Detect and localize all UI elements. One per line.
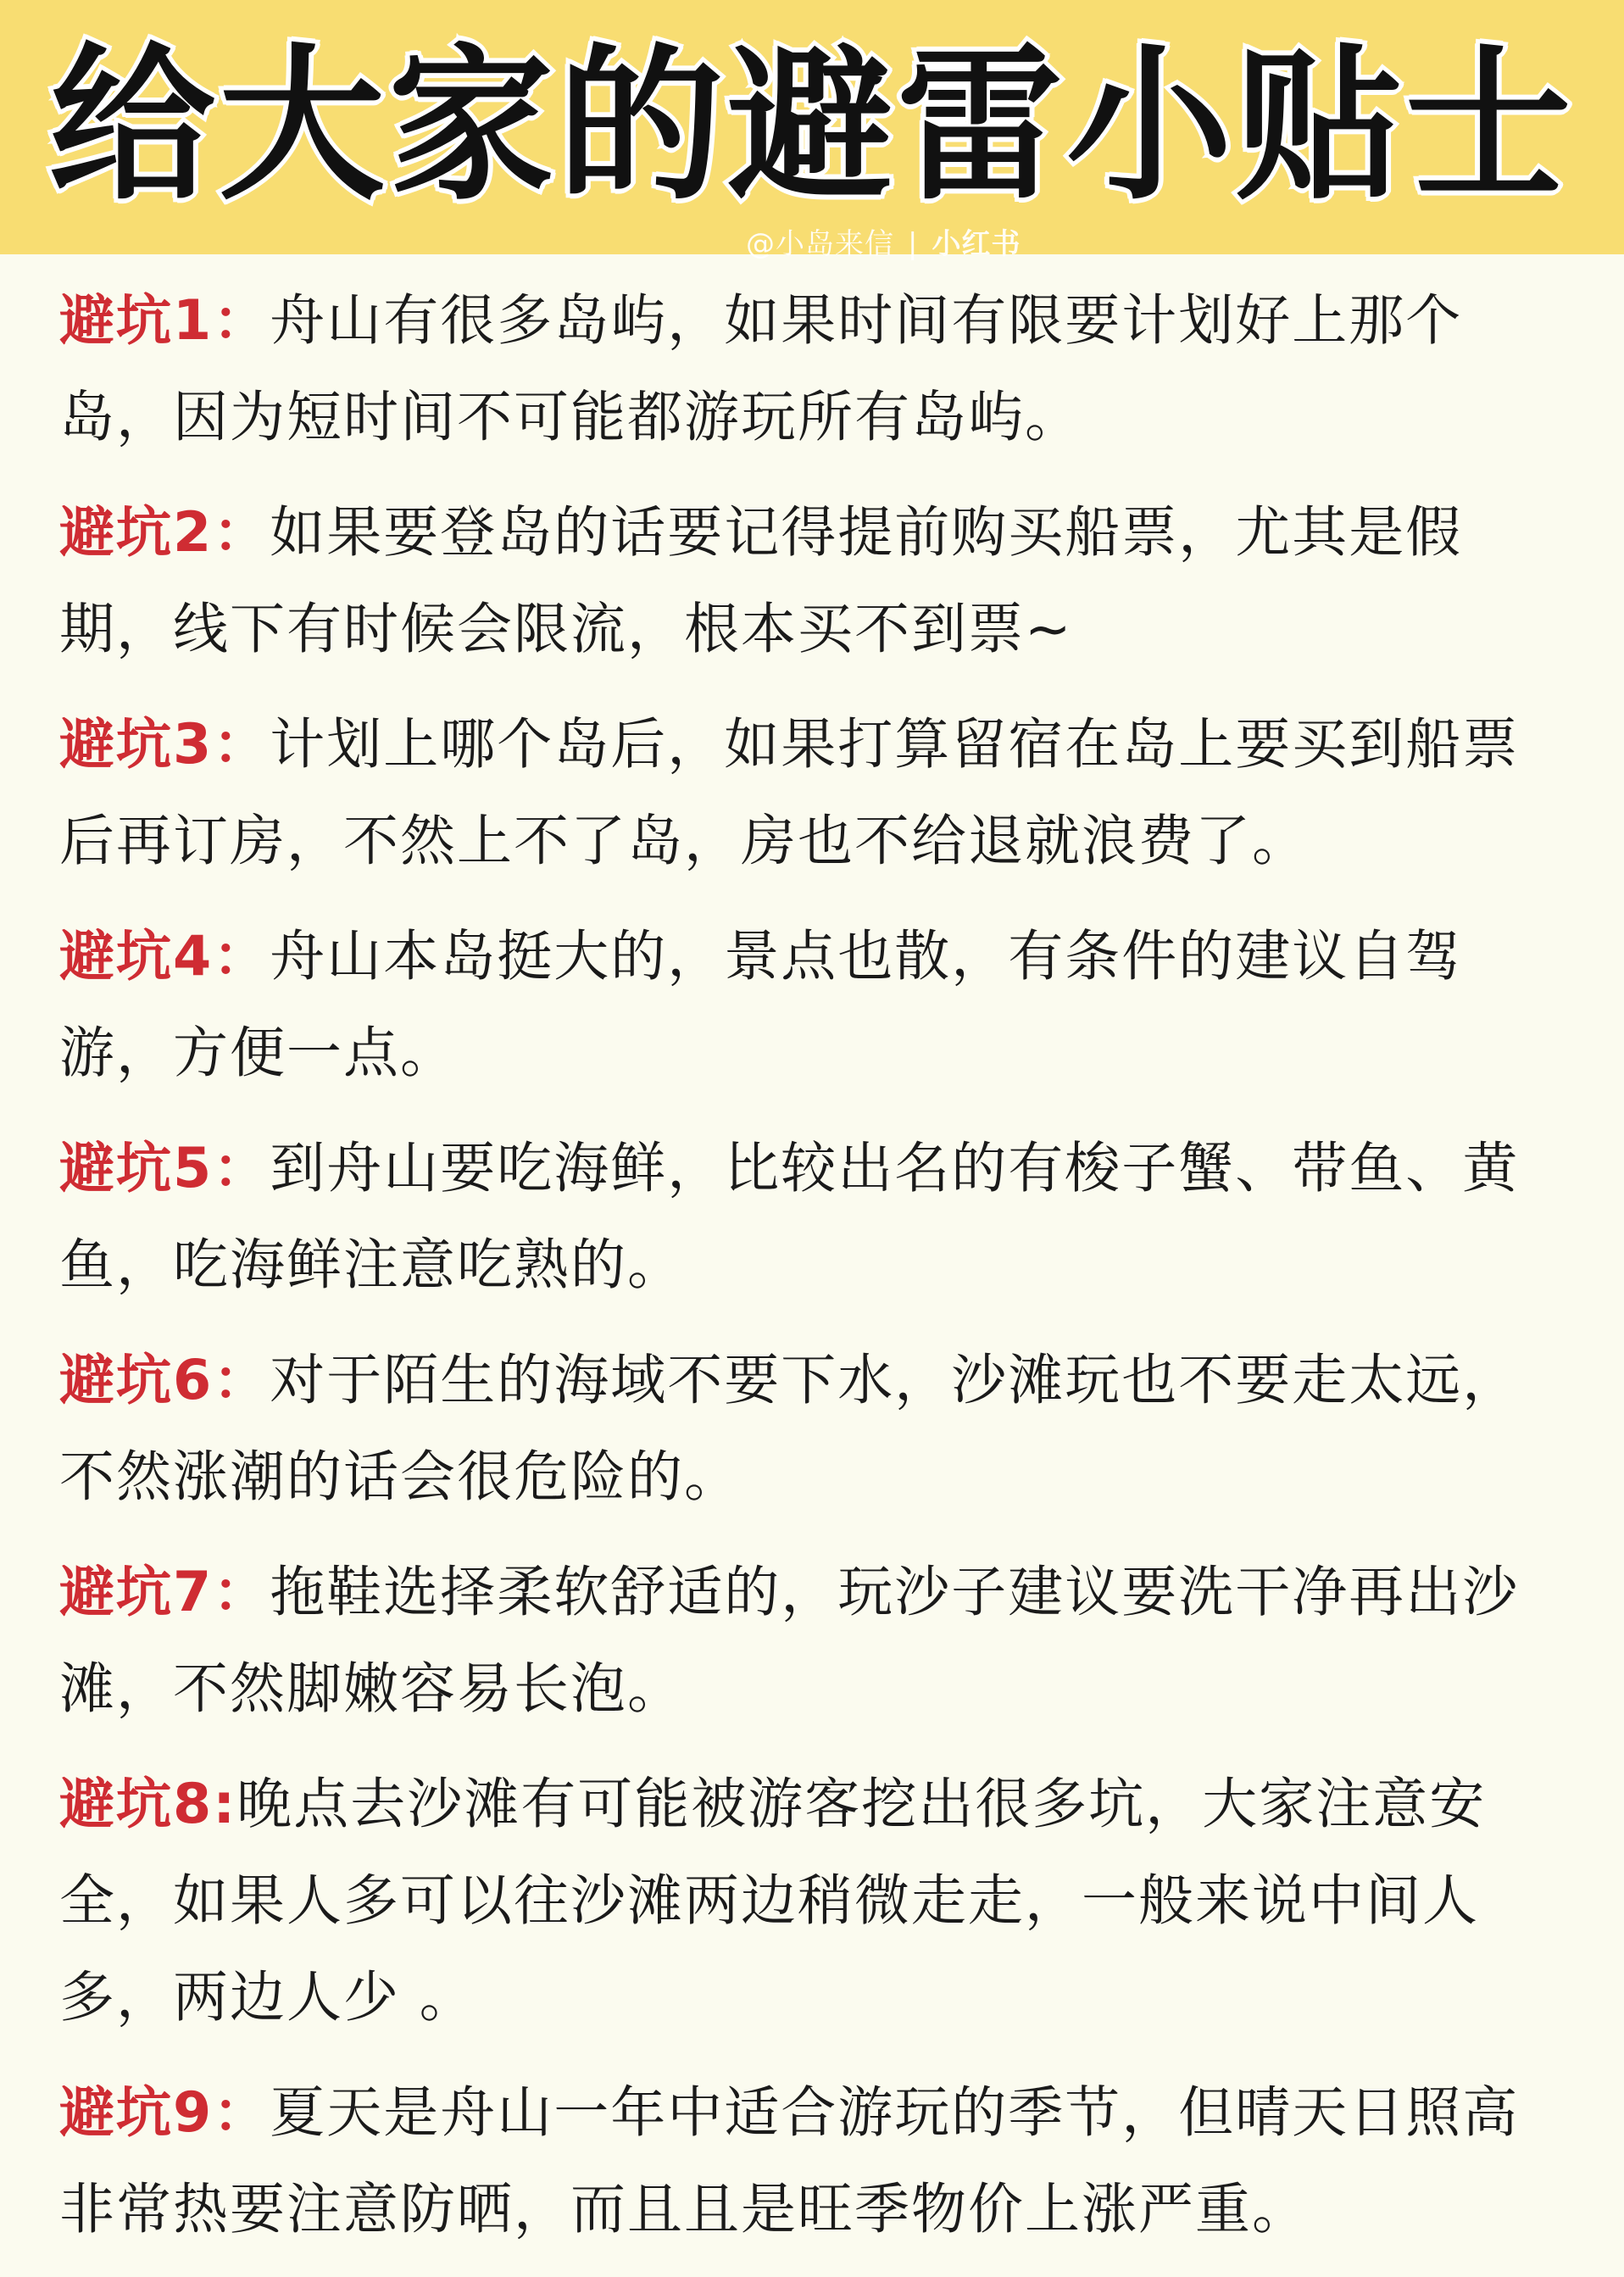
watermark-brand: 小红书 [932,227,1021,261]
tip-label: 避坑4： [59,925,270,988]
tip-label: 避坑9： [59,2081,270,2145]
tip-label: 避坑2： [59,501,270,565]
tip-text: 舟山本岛挺大的，景点也散，有条件的建议自驾游，方便一点。 [59,925,1463,1085]
tip-text: 如果要登岛的话要记得提前购买船票，尤其是假期，线下有时候会限流，根本买不到票~ [59,501,1463,661]
watermark [746,227,1021,261]
tip-item-8 [59,1756,1568,2046]
tip-text: 夏天是舟山一年中适合游玩的季节，但晴天日照高非常热要注意防晒，而且且是旺季物价上涨严重。 [59,2081,1520,2241]
tip-label: 避坑3： [59,713,270,777]
tip-item-9 [59,2065,1568,2258]
watermark-separator: | [908,227,919,261]
title-banner [0,0,1624,261]
tip-label: 避坑1： [59,289,270,353]
tip-label: 避坑6： [59,1349,270,1412]
tips-list [59,273,1568,2277]
tip-text: 到舟山要吃海鲜，比较出名的有梭子蟹、带鱼、黄鱼，吃海鲜注意吃熟的。 [59,1137,1520,1297]
tip-item-1 [59,273,1568,466]
page-title: 给大家的避雷小贴士 [48,30,1575,223]
tip-label: 避坑7： [59,1561,270,1624]
tip-item-5 [59,1121,1568,1314]
tip-text: 拖鞋选择柔软舒适的，玩沙子建议要洗干净再出沙滩，不然脚嫩容易长泡。 [59,1561,1520,1721]
tip-text: 对于陌生的海域不要下水，沙滩玩也不要走太远，不然涨潮的话会很危险的。 [59,1349,1520,1509]
tip-text: 舟山有很多岛屿，如果时间有限要计划好上那个岛，因为短时间不可能都游玩所有岛屿。 [59,289,1463,449]
tip-text: 晚点去沙滩有可能被游客挖出很多坑，大家注意安全，如果人多可以往沙滩两边稍微走走，一般来说中间人多，两边人少 。 [59,1773,1487,2029]
tip-label: 避坑8: [59,1773,237,1836]
watermark-account: @小岛来信 [746,227,894,261]
tip-label: 避坑5： [59,1137,270,1200]
tip-item-2 [59,485,1568,678]
tip-item-7 [59,1545,1568,1738]
tip-item-6 [59,1333,1568,1526]
tip-item-3 [59,697,1568,890]
tip-item-4 [59,909,1568,1102]
tip-text: 计划上哪个岛后，如果打算留宿在岛上要买到船票后再订房，不然上不了岛，房也不给退就浪费了。 [59,713,1520,873]
